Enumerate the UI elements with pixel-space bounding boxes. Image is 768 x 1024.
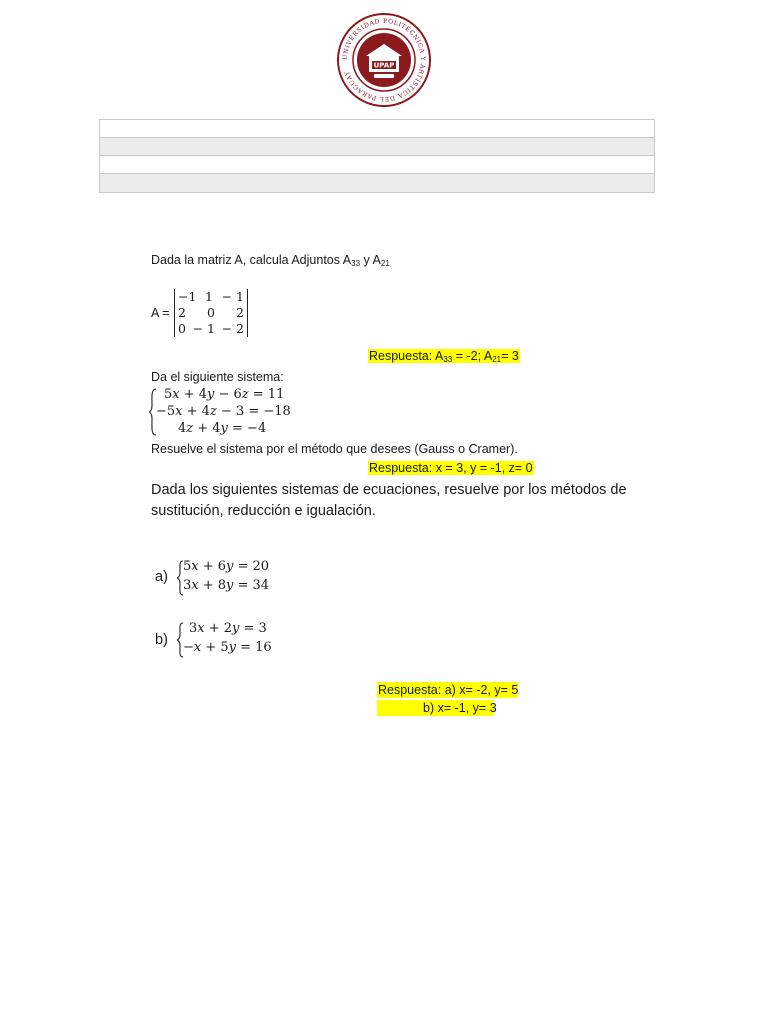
- part-b-equation: −𝑥 + 5𝑦 = 16: [183, 640, 272, 655]
- matrix-cell: − 1: [192, 321, 215, 336]
- header-row: [100, 156, 654, 174]
- seal-initials: UPAP: [373, 61, 395, 70]
- q3-answer-line2: b) x= -1, y= 3: [377, 700, 494, 716]
- q2-equation: 4𝑧 + 4𝑦 = −4: [178, 421, 267, 436]
- header-row: [100, 138, 654, 156]
- q2-equation: 5𝑥 + 4𝑦 − 6𝑧 = 11: [164, 387, 285, 402]
- matrix-cell: 2: [236, 305, 244, 320]
- part-b-label: b): [155, 632, 168, 648]
- part-b-equation: 3𝑥 + 2𝑦 = 3: [189, 621, 267, 636]
- part-a-equation: 5𝑥 + 6𝑦 = 20: [183, 559, 270, 574]
- q2-intro: Da el siguiente sistema:: [151, 370, 284, 384]
- q2-answer: Respuesta: x = 3, y = -1, z= 0: [369, 461, 533, 475]
- header-row: [100, 174, 654, 192]
- header-table: [99, 119, 655, 193]
- matrix-row: [175, 305, 247, 321]
- q2-instruction: Resuelve el sistema por el método que desees (Gauss o Cramer).: [151, 442, 518, 456]
- matrix-cell: 0: [178, 321, 186, 336]
- q2-equation: −5𝑥 + 4𝑧 − 3 = −18: [156, 404, 291, 419]
- q3-prompt-line2: sustitución, reducción e igualación.: [151, 503, 376, 519]
- matrix-cell: 2: [178, 305, 186, 320]
- matrix-label: A =: [151, 306, 170, 320]
- matrix-cell: 1: [205, 289, 213, 304]
- header-row: [100, 120, 654, 138]
- matrix-cell: − 1: [221, 289, 244, 304]
- q1-answer: Respuesta: $A_{33} = -2$; $A_{21}= 3$: [369, 349, 519, 364]
- matrix-cell: − 2: [221, 321, 244, 336]
- q3-prompt-line1: Dada los siguientes sistemas de ecuaciones, resuelve por los métodos de: [151, 482, 627, 498]
- matrix-row: [175, 289, 247, 305]
- part-a-equation: 3𝑥 + 8𝑦 = 34: [183, 578, 270, 593]
- q1-prompt: Dada la matriz A, calcula Adjuntos $A_{33}$ y $A_{21}$: [151, 253, 390, 268]
- q3-answer-line1: Respuesta: a) x= -2, y= 5: [378, 683, 519, 697]
- matrix-cell: 0: [207, 305, 215, 320]
- matrix-a: [174, 289, 248, 337]
- university-seal-logo: [336, 12, 432, 108]
- seal-ring-text: UNIVERSIDAD POLITÉCNICA Y ARTÍSTICA DEL PARAGUAY: [341, 17, 427, 103]
- matrix-row: [175, 321, 247, 337]
- matrix-cell: −1: [178, 289, 197, 304]
- part-a-label: a): [155, 569, 168, 585]
